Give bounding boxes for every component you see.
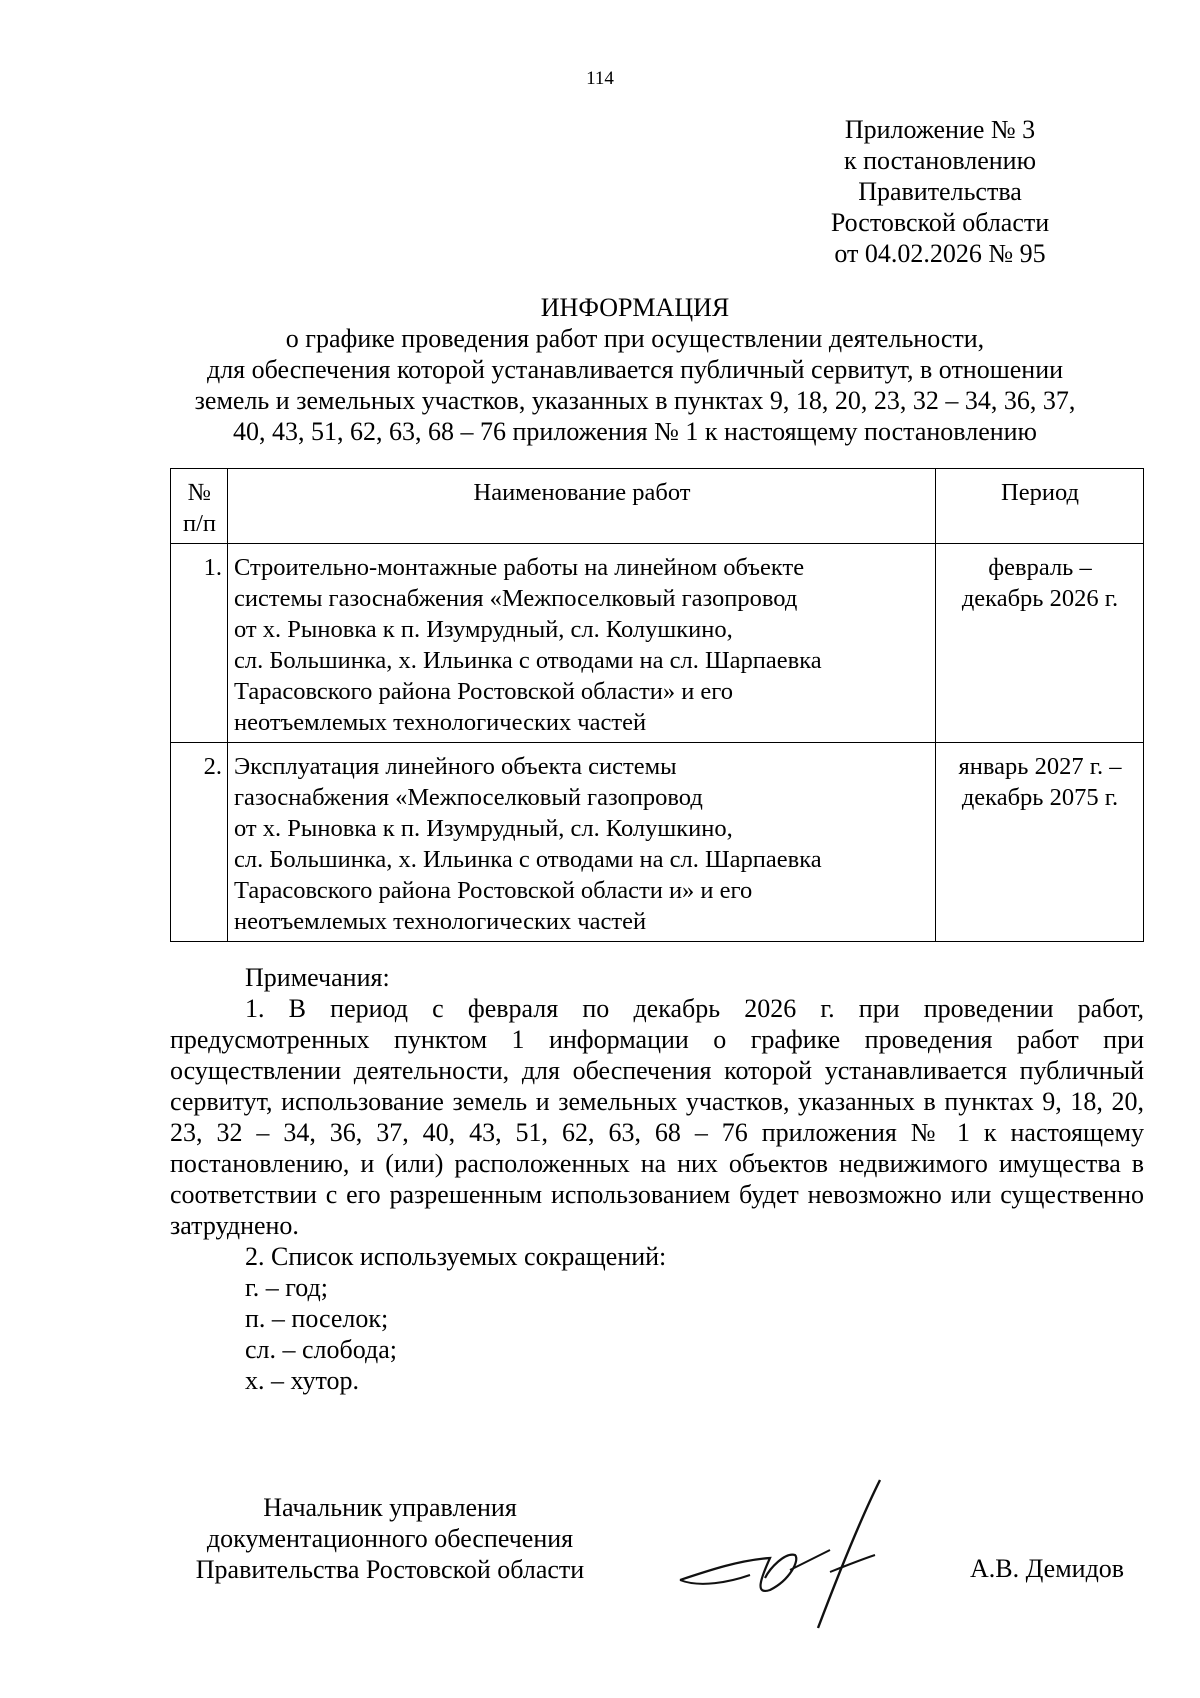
note-item: 1. В период с февраля по декабрь 2026 г. при проведении работ, предусмотренных пунктом 1 информации о графике проведения работ при осуществлении деятельности, для обеспечения которой устанавливается публичный сервитут, использование земель и земельных участков, указанных в пунктах 9, 18, 20, 23, 32 – 34, 36, 37, 40, 43, 51, 62, 63, 68 – 76 приложения № 1 к настоящему постановлению, и (или) расположенных на них объектов недвижимого имущества в соответствии с его разрешенным использованием будет невозможно или существенно затруднено.: [170, 994, 1144, 1240]
period-line: январь 2027 г. –: [958, 753, 1122, 780]
header-work-name: Наименование работ: [228, 469, 936, 544]
heading-line: о графике проведения работ при осуществлении деятельности,: [285, 324, 985, 353]
period-line: февраль –: [988, 554, 1092, 581]
position-line: Начальник управления: [263, 1493, 517, 1522]
row-number: 2.: [171, 743, 228, 942]
document-title: ИНФОРМАЦИЯ: [540, 293, 730, 322]
work-name-line: сл. Большинка, х. Ильинка с отводами на сл. Шарпаевка: [234, 647, 822, 674]
table-row: [171, 544, 1144, 743]
row-period: [936, 544, 1144, 743]
work-name-line: газоснабжения «Межпоселковый газопровод: [234, 784, 703, 811]
work-name-line: Тарасовского района Ростовской области» и его: [234, 678, 733, 705]
header-period: Период: [936, 469, 1144, 544]
period-line: декабрь 2075 г.: [961, 784, 1119, 811]
work-name-line: сл. Большинка, х. Ильинка с отводами на сл. Шарпаевка: [234, 846, 822, 873]
appendix-line: от 04.02.2026 № 95: [834, 239, 1046, 268]
work-name-line: неотъемлемых технологических частей: [234, 908, 647, 935]
work-name-line: Тарасовского района Ростовской области и» и его: [234, 877, 753, 904]
period-line: декабрь 2026 г.: [961, 585, 1119, 612]
work-name-line: Строительно-монтажные работы на линейном объекте: [234, 554, 805, 581]
header-number: [171, 469, 228, 544]
appendix-line: Ростовской области: [830, 208, 1050, 237]
row-work-name: [228, 544, 936, 743]
abbreviation-item: п. – поселок;: [245, 1304, 389, 1333]
abbreviation-item: г. – год;: [245, 1273, 328, 1302]
notes-section: [170, 962, 1144, 1396]
position-line: документационного обеспечения: [206, 1524, 574, 1553]
table-header-row: [171, 469, 1144, 544]
table-row: [171, 743, 1144, 942]
signer-name: А.В. Демидов: [970, 1554, 1125, 1583]
appendix-line: Приложение № 3: [844, 115, 1036, 144]
appendix-block: [820, 114, 1060, 269]
header-number-line: п/п: [182, 510, 217, 537]
work-name-line: от х. Рыновка к п. Изумрудный, сл. Колушкино,: [234, 815, 733, 842]
row-period: [936, 743, 1144, 942]
position-line: Правительства Ростовской области: [195, 1555, 585, 1584]
header-number-line: №: [187, 479, 212, 506]
row-work-name: [228, 743, 936, 942]
work-name-line: от х. Рыновка к п. Изумрудный, сл. Колушкино,: [234, 616, 733, 643]
document-heading: [170, 292, 1100, 447]
handwritten-signature: [670, 1460, 930, 1640]
appendix-line: к постановлению: [843, 146, 1037, 175]
signatory-position: [160, 1492, 620, 1585]
heading-line: для обеспечения которой устанавливается публичный сервитут, в отношении: [206, 355, 1064, 384]
abbreviation-item: х. – хутор.: [245, 1366, 360, 1395]
note-item: 2. Список используемых сокращений:: [245, 1242, 667, 1271]
abbreviation-item: сл. – слобода;: [245, 1335, 398, 1364]
heading-line: земель и земельных участков, указанных в пунктах 9, 18, 20, 23, 32 – 34, 36, 37,: [194, 386, 1076, 415]
work-name-line: системы газоснабжения «Межпоселковый газопровод: [234, 585, 798, 612]
heading-line: 40, 43, 51, 62, 63, 68 – 76 приложения № 1 к настоящему постановлению: [233, 417, 1037, 446]
notes-title: Примечания:: [245, 963, 390, 992]
page-number: 114: [586, 68, 614, 89]
work-name-line: неотъемлемых технологических частей: [234, 709, 647, 736]
work-name-line: Эксплуатация линейного объекта системы: [234, 753, 677, 780]
row-number: 1.: [171, 544, 228, 743]
appendix-line: Правительства: [858, 177, 1022, 206]
work-schedule-table: [170, 468, 1144, 942]
